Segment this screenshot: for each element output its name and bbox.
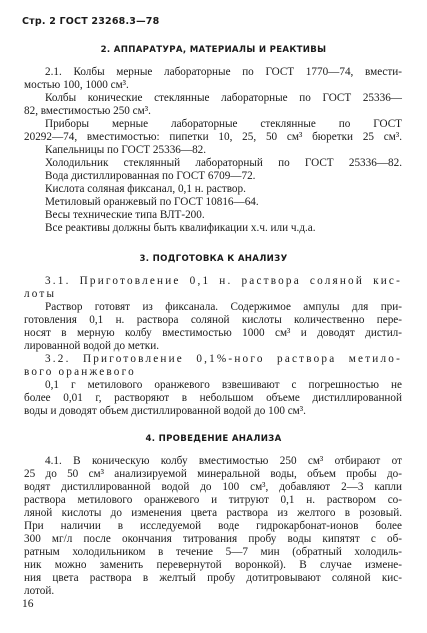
text-line: раствора метилового оранжевого и титруют 0,1 н. раствором со- [24,494,402,506]
text-line: Приборы мерные лабораторные стеклянные по ГОСТ [45,118,402,130]
text-line: 300 мг/л после окончания титрования пробу воды кипятят с об- [24,533,402,545]
text-line: При наличии в исследуемой воде гидрокарбонат-ионов более [24,520,402,532]
text-line: ратным холодильником в течение 5—7 мин (обратный холодиль- [24,546,402,558]
text-line: ния цвета раствора в желтый пробу дотитровывают соляной кис- [24,572,402,584]
text-line: 3.2. Приготовление 0,1%-ного раствора метило- [45,353,402,365]
text-line: 0,1 г метилового оранжевого взвешивают с погрешностью не [45,379,402,391]
page-number: 16 [22,598,34,610]
section-heading-preparation: 3. ПОДГОТОВКА К АНАЛИЗУ [139,254,288,264]
text-line: ник можно заменить перевернутой воронкой). В случае измене- [24,559,402,571]
text-line: воды и доводят объем дистиллированной водой до 100 см³. [24,405,306,417]
section-heading-apparatus: 2. АППАРАТУРА, МАТЕРИАЛЫ И РЕАКТИВЫ [100,45,327,55]
text-line: Раствор готовят из фиксанала. Содержимое ампулы для при- [45,301,402,313]
text-line: водят дистиллированной водой до 100 см³, добавляют 2—3 капли [24,481,402,493]
running-title: Стр. 2 ГОСТ 23268.3—78 [22,16,160,27]
text-line: носят в мерную колбу вместимостью 1000 см³ и доводят дистил- [24,327,402,339]
section-heading-analysis: 4. ПРОВЕДЕНИЕ АНАЛИЗА [145,434,282,444]
text-line: вого оранжевого [24,366,136,378]
text-line: 3.1. Приготовление 0,1 н. раствора соляной кис- [45,275,402,287]
text-line: лированной водой до метки. [24,340,159,352]
text-line: Весы технические типа ВЛТ-200. [45,209,205,221]
text-line: Колбы конические стеклянные лабораторные по ГОСТ 25336— [45,92,402,104]
text-line: лоты [24,288,57,300]
text-line: более 0,01 г, растворяют в небольшом объеме дистиллированной [24,392,402,404]
text-line: Метиловый оранжевый по ГОСТ 10816—64. [45,196,259,208]
text-line: Холодильник стеклянный лабораторный по ГОСТ 25336—82. [45,157,402,169]
text-line: ляной кислоты до изменения цвета раствора из желтого в розовый. [24,507,402,519]
text-line: Все реактивы должны быть квалификации х.ч. или ч.д.а. [45,222,316,234]
text-line: Капельницы по ГОСТ 25336—82. [45,144,207,156]
text-line: 20292—74, вместимостью: пипетки 10, 25, 50 см³ бюретки 25 см³. [24,131,402,143]
text-line: 82, вместимостью 250 см³. [24,105,151,117]
text-line: Кислота соляная фиксанал, 0,1 н. раствор. [45,183,246,195]
text-line: 25 до 50 см³ анализируемой минеральной воды, объем пробы до- [24,468,402,480]
text-line: готовления 0,1 н. раствора соляной кислоты количественно пере- [24,314,402,326]
text-line: 2.1. Колбы мерные лабораторные по ГОСТ 1770—74, вмести- [45,66,402,78]
text-line: 4.1. В коническую колбу вместимостью 250 см³ отбирают от [45,455,402,467]
text-line: лотой. [24,585,55,597]
text-line: мостью 100, 1000 см³. [24,79,129,91]
text-line: Вода дистиллированная по ГОСТ 6709—72. [45,170,256,182]
